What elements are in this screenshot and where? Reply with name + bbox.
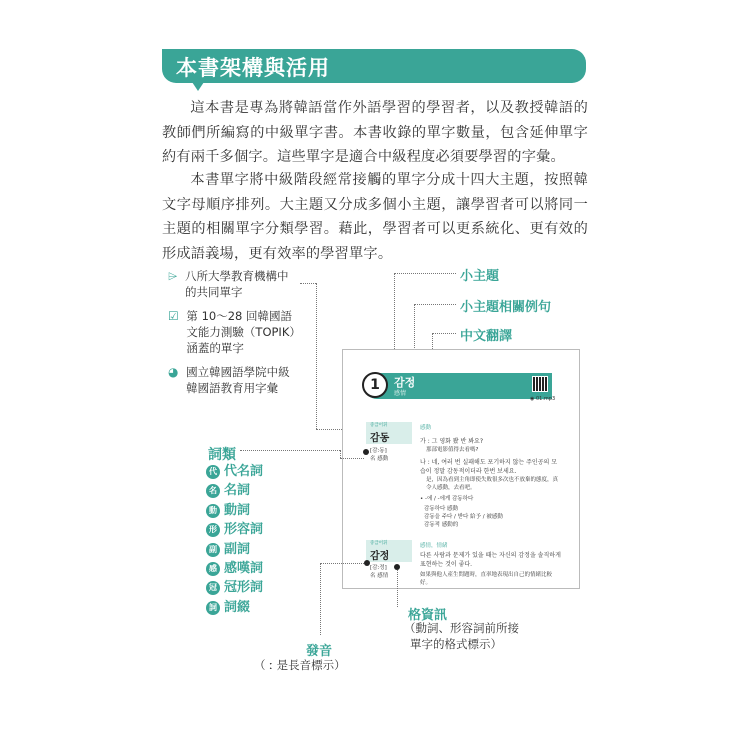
grammar-pattern: • -에 / -에게 감동하다 xyxy=(420,496,474,502)
leader-line xyxy=(397,567,398,607)
example-korean: 가 : 그 영화 봤 반 봐요? xyxy=(420,438,484,445)
leader-dot xyxy=(394,564,400,570)
leader-line xyxy=(340,450,341,458)
qr-code-icon xyxy=(532,376,548,392)
legend-common-words-text: 八所大學教育機構中的共同單字 xyxy=(185,269,289,299)
section-banner xyxy=(162,49,586,83)
legend-topik-words-text: 第 10～28 回韓國語文能力測驗（TOPIK）涵蓋的單字 xyxy=(186,309,296,355)
related-word: 감동적 感動的 xyxy=(424,522,459,528)
headword: 감정 xyxy=(370,551,390,562)
section-title: 本書架構與活用 xyxy=(176,55,330,80)
handshake-icon: ⌲ xyxy=(168,269,178,283)
pronunciation: [감ː동] xyxy=(370,448,387,454)
related-word: 감동하다 感動 xyxy=(424,506,459,512)
pos-title: 詞類 xyxy=(208,447,236,463)
leader-line xyxy=(340,458,364,459)
checkbox-icon: ☑ xyxy=(168,309,179,323)
level-tag: 중급어휘 xyxy=(370,541,388,546)
legend-topik-words xyxy=(168,308,308,356)
pos-list xyxy=(206,462,263,617)
related-word: 감동을 주다 / 받다 給予 / 被感動 xyxy=(424,514,503,520)
pos-item: 感 感嘆詞 xyxy=(206,559,263,578)
legend-institute-words-text: 國立韓國語學院中級韓國語教育用字彙 xyxy=(186,365,290,395)
leader-line xyxy=(432,333,456,334)
leader-line xyxy=(394,273,456,274)
leader-dot xyxy=(364,560,370,566)
half-circle-icon: ◕ xyxy=(168,365,179,379)
chapter-bar xyxy=(364,373,552,399)
level-tag: 중급어휘 xyxy=(370,423,388,428)
callout-chinese-translation: 中文翻譯 xyxy=(460,329,513,344)
example-korean: 다른 사람과 문제가 있을 때는 자신의 감정을 솔직하게 표현하는 것이 좋다. xyxy=(420,552,561,568)
legend-common-words xyxy=(168,268,303,300)
word-pos: 名 感動 xyxy=(370,456,389,462)
pos-item: 冠 冠形詞 xyxy=(206,578,263,597)
example-chinese: 如果與他人產生問題時，直率地表現出自己的情緒比較好。 xyxy=(420,572,553,586)
chapter-number: 1 xyxy=(362,372,388,398)
callout-subtopic-example: 小主題相關例句 xyxy=(460,300,552,315)
intro-paragraph-2: 本書單字將中級階段經常接觸的單字分成十四大主題，按照韓文字母順序排列。大主題又分成多個小主題，讓學習者可以將同一主題的相關單字分類學習。藉此，學習者可以更系統化、更有效的形成語義場，更有效率的學習單字。 xyxy=(162,172,588,262)
example-chinese: 那部電影值得去看嗎? xyxy=(426,447,479,453)
format-desc-2: 單字的格式標示） xyxy=(410,637,502,651)
format-desc-1: （動詞、形容詞前所接 xyxy=(404,621,519,635)
pos-item: 動 動詞 xyxy=(206,501,263,520)
leader-line xyxy=(240,450,340,451)
subtopic-label: 感動 xyxy=(420,425,432,431)
leader-line xyxy=(300,283,316,284)
chapter-subtitle: 感情 xyxy=(394,390,407,397)
example-chinese: 是，因為看到主角即使失敗很多次也不放棄的態度，真令人感動，去看吧。 xyxy=(426,477,559,491)
leader-line xyxy=(316,283,317,429)
word-pos: 名 感情 xyxy=(370,573,389,579)
pos-item: 副 副詞 xyxy=(206,540,263,559)
headword: 감동 xyxy=(370,433,390,444)
pos-item: 名 名詞 xyxy=(206,481,263,500)
pos-item: 形 形容詞 xyxy=(206,520,263,539)
mp3-label: ◉ 01.mp3 xyxy=(530,396,556,402)
pronunciation: [감ː정] xyxy=(370,565,387,571)
format-title: 格資訊 xyxy=(408,608,448,623)
legend-institute-words xyxy=(168,364,308,396)
leader-line xyxy=(414,304,456,305)
pron-title: 發音 xyxy=(306,644,333,659)
pron-desc: （ ː 是長音標示） xyxy=(254,658,346,672)
leader-dot xyxy=(363,449,369,455)
banner-tail xyxy=(192,82,204,91)
example-korean: 나 : 네, 여러 번 실패해도 포기하지 않는 주인공의 모습이 정말 감동적이더라 한번 보세요. xyxy=(420,459,558,475)
pos-item: 代 代名詞 xyxy=(206,462,263,481)
chapter-title: 감정 xyxy=(394,376,416,389)
subtopic-label: 感情，情緒 xyxy=(420,543,448,549)
callout-subtopic: 小主題 xyxy=(460,269,500,284)
pos-item: 詞 詞綴 xyxy=(206,598,263,617)
leader-line xyxy=(320,563,366,564)
intro-paragraph-1: 這本書是專為將韓語當作外語學習的學習者，以及教授韓語的教師們所編寫的中級單字書。本書收錄的單字數量，包含延伸單字約有兩千多個字。這些單字是適合中級程度必須要學習的字彙。 xyxy=(162,100,588,165)
leader-line xyxy=(320,563,321,635)
